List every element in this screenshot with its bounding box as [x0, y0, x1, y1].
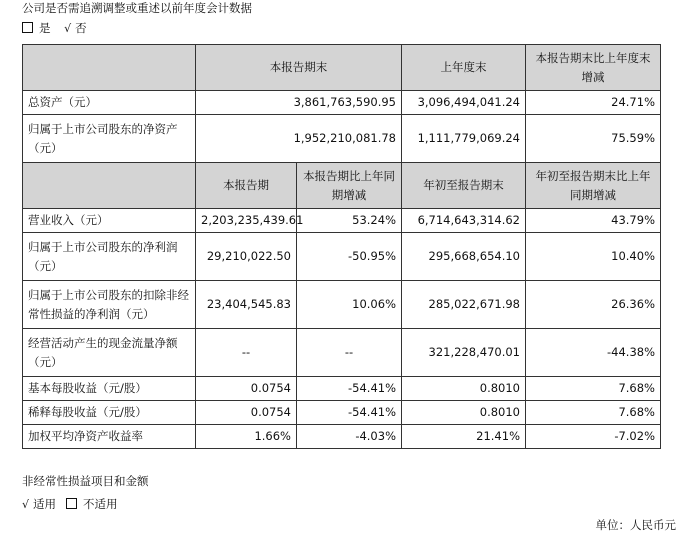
applicability-choice [22, 496, 118, 512]
row-label: 归属于上市公司股东的净资产（元） [23, 115, 196, 163]
ytd-change-value: -44.38% [526, 329, 661, 377]
row-label: 营业收入（元） [23, 209, 196, 233]
period-value: 0.0754 [196, 401, 297, 425]
not-applicable-checkbox[interactable] [66, 498, 77, 509]
balance-header-row [23, 45, 661, 91]
period-change-value: 53.24% [297, 209, 402, 233]
row-label: 归属于上市公司股东的净利润（元） [23, 233, 196, 281]
ytd-change-value: 7.68% [526, 377, 661, 401]
last-year-end-value: 1,111,779,069.24 [402, 115, 526, 163]
ytd-value: 0.8010 [402, 401, 526, 425]
row-label: 加权平均净资产收益率 [23, 425, 196, 449]
row-label: 基本每股收益（元/股） [23, 377, 196, 401]
period-value: 29,210,022.50 [196, 233, 297, 281]
ytd-value: 21.41% [402, 425, 526, 449]
header-period-end-change: 本报告期末比上年度末增减 [526, 45, 661, 91]
ytd-change-value: 7.68% [526, 401, 661, 425]
table-row [23, 115, 661, 163]
table-row [23, 209, 661, 233]
header-last-year-end: 上年度末 [402, 45, 526, 91]
row-label: 稀释每股收益（元/股） [23, 401, 196, 425]
table-row [23, 425, 661, 449]
no-check-mark: √ [64, 22, 72, 35]
applicable-label: 适用 [33, 497, 57, 511]
nonrecurring-title: 非经常性损益项目和金额 [22, 474, 149, 488]
period-change-value: -- [297, 329, 402, 377]
ytd-value: 285,022,671.98 [402, 281, 526, 329]
period-change-value: -50.95% [297, 233, 402, 281]
period-change-value: -54.41% [297, 401, 402, 425]
last-year-end-value: 3,096,494,041.24 [402, 91, 526, 115]
current-period-end-value: 1,952,210,081.78 [196, 115, 402, 163]
no-label: 否 [75, 21, 87, 35]
period-value: 1.66% [196, 425, 297, 449]
row-label: 经营活动产生的现金流量净额（元） [23, 329, 196, 377]
ytd-value: 6,714,643,314.62 [402, 209, 526, 233]
ytd-change-value: 43.79% [526, 209, 661, 233]
header-period-change: 本报告期比上年同期增减 [297, 163, 402, 209]
header-ytd: 年初至报告期末 [402, 163, 526, 209]
row-label: 归属于上市公司股东的扣除非经常性损益的净利润（元） [23, 281, 196, 329]
period-change-value: 10.06% [297, 281, 402, 329]
period-value: 2,203,235,439.61 [196, 209, 297, 233]
restatement-choice [22, 20, 87, 36]
table-row [23, 281, 661, 329]
ytd-change-value: 10.40% [526, 233, 661, 281]
restatement-question: 公司是否需追溯调整或重述以前年度会计数据 [22, 1, 252, 15]
header-blank-cell [23, 45, 196, 91]
ytd-value: 295,668,654.10 [402, 233, 526, 281]
applicable-check-mark: √ [22, 498, 30, 511]
ytd-value: 321,228,470.01 [402, 329, 526, 377]
yes-checkbox[interactable] [22, 22, 33, 33]
header-ytd-change: 年初至报告期末比上年同期增减 [526, 163, 661, 209]
ytd-change-value: -7.02% [526, 425, 661, 449]
income-header-row [23, 163, 661, 209]
unit-label: 单位：人民币元 [595, 518, 676, 532]
period-value: 0.0754 [196, 377, 297, 401]
ytd-change-value: 26.36% [526, 281, 661, 329]
table-row [23, 233, 661, 281]
period-value: 23,404,545.83 [196, 281, 297, 329]
period-end-change-value: 24.71% [526, 91, 661, 115]
table-row [23, 329, 661, 377]
header-current-period-end: 本报告期末 [196, 45, 402, 91]
ytd-value: 0.8010 [402, 377, 526, 401]
key-financials-table [22, 44, 661, 449]
header-period: 本报告期 [196, 163, 297, 209]
header-blank-cell [23, 163, 196, 209]
row-label: 总资产（元） [23, 91, 196, 115]
period-end-change-value: 75.59% [526, 115, 661, 163]
period-change-value: -4.03% [297, 425, 402, 449]
period-value: -- [196, 329, 297, 377]
table-row [23, 377, 661, 401]
period-change-value: -54.41% [297, 377, 402, 401]
yes-label: 是 [39, 21, 51, 35]
current-period-end-value: 3,861,763,590.95 [196, 91, 402, 115]
not-applicable-label: 不适用 [83, 497, 118, 511]
table-row [23, 91, 661, 115]
table-row [23, 401, 661, 425]
